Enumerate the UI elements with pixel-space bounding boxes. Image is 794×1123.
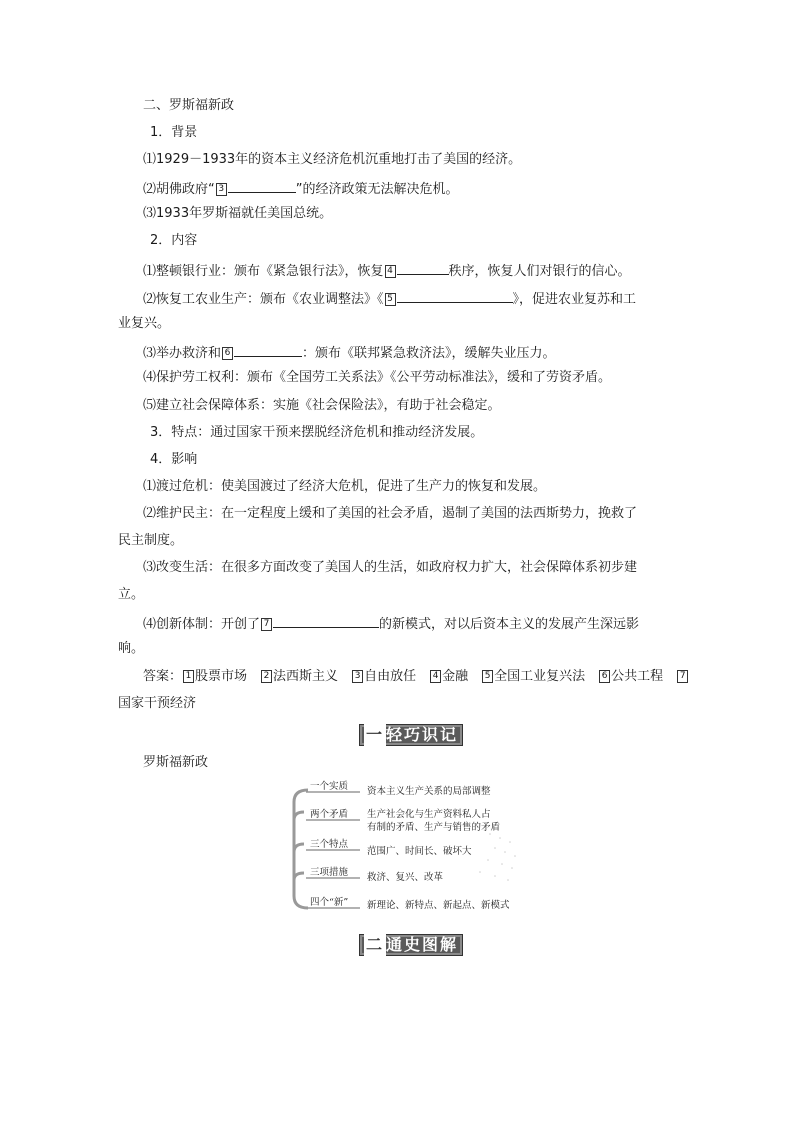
mindmap-texture — [479, 833, 516, 881]
fill-blank — [228, 178, 296, 193]
content-item-1: ⑴整顿银行业：颁布《紧急银行法》，恢复 4 秩序，恢复人们对银行的信心。 — [143, 260, 631, 281]
blank-number: 5 — [385, 293, 396, 306]
mindmap-connector — [294, 844, 304, 852]
blank-number: 6 — [222, 347, 233, 360]
section-title: 二、罗斯福新政 — [143, 98, 235, 113]
mindmap-node-label: 三项措施 — [310, 867, 349, 878]
content-item-5: ⑸建立社会保障体系：实施《社会保险法》，有助于社会稳定。 — [143, 398, 501, 413]
background-heading: 1．背景 — [150, 125, 198, 140]
impact-item-4-cont: 响。 — [118, 641, 145, 656]
mindmap-node-text: 救济、复兴、改革 — [367, 872, 444, 883]
impact-item-3: ⑶改变生活：在很多方面改变了美国人的生活，如政府权力扩大，社会保障体系初步建 — [143, 560, 638, 575]
section-banner-2: 二 通史图解 — [359, 934, 463, 956]
content-item-4: ⑷保护劳工权利：颁布《全国劳工关系法》《公平劳动标准法》，缓和了劳资矛盾。 — [143, 370, 612, 385]
fill-blank — [234, 342, 302, 357]
fill-blank — [397, 288, 513, 303]
mindmap-node-label: 两个矛盾 — [310, 809, 349, 820]
mindmap-title: 罗斯福新政 — [143, 755, 209, 770]
section-banner-1: 一 轻巧识记 — [359, 724, 463, 746]
impact-item-2: ⑵维护民主：在一定程度上缓和了美国的社会矛盾，遏制了美国的法西斯势力，挽救了 — [143, 506, 638, 521]
content-item-2-cont: 业复兴。 — [118, 316, 171, 331]
impact-item-2-cont: 民主制度。 — [118, 533, 184, 548]
mindmap-node-label: 一个实质 — [310, 781, 349, 792]
mindmap-connector — [294, 873, 304, 880]
fill-blank — [397, 260, 449, 275]
background-item-2: ⑵胡佛政府“ 3 ”的经济政策无法解决危机。 — [143, 178, 459, 199]
mindmap-node-text: 生产社会化与生产资料私人占 — [367, 809, 491, 820]
content-heading: 2．内容 — [150, 233, 198, 248]
impact-item-3-cont: 立。 — [118, 587, 145, 602]
mindmap-node-text: 资本主义生产关系的局部调整 — [367, 786, 491, 797]
mindmap-node-text: 有制的矛盾、生产与销售的矛盾 — [367, 822, 501, 833]
background-item-3: ⑶1933年罗斯福就任美国总统。 — [143, 206, 333, 221]
fill-blank — [273, 613, 379, 628]
blank-number: 4 — [385, 265, 396, 278]
impact-item-4: ⑷创新体制：开创了 7 的新模式，对以后资本主义的发展产生深远影 — [143, 613, 639, 634]
impact-heading: 4．影响 — [150, 452, 198, 467]
blank-number: 7 — [261, 618, 272, 631]
answers-line-cont: 国家干预经济 — [118, 696, 197, 711]
answers-line: 答案： 1 股票市场 2 法西斯主义 3 自由放任 4 金融 5 全国工业复兴法 6 公共工程 7 — [143, 668, 689, 686]
mindmap-connector — [294, 812, 304, 820]
content-item-3: ⑶举办救济和 6 ：颁布《联邦紧急救济法》，缓解失业压力。 — [143, 342, 556, 363]
features-text: 3．特点：通过国家干预来摆脱经济危机和推动经济发展。 — [150, 425, 484, 440]
mindmap-node-label: 三个特点 — [310, 839, 349, 850]
mindmap-node-text: 范围广、时间长、破坏大 — [367, 846, 472, 857]
mindmap-node-text: 新理论、新特点、新起点、新模式 — [367, 900, 510, 911]
background-item-1: ⑴1929－1933年的资本主义经济危机沉重地打击了美国的经济。 — [143, 152, 522, 167]
mindmap-node-label: 四个“新” — [310, 897, 349, 908]
content-item-2: ⑵恢复工农业生产：颁布《农业调整法》《 5 》，促进农业复苏和工 — [143, 288, 636, 309]
blank-number: 3 — [216, 183, 227, 196]
impact-item-1: ⑴渡过危机：使美国渡过了经济大危机，促进了生产力的恢复和发展。 — [143, 479, 547, 494]
